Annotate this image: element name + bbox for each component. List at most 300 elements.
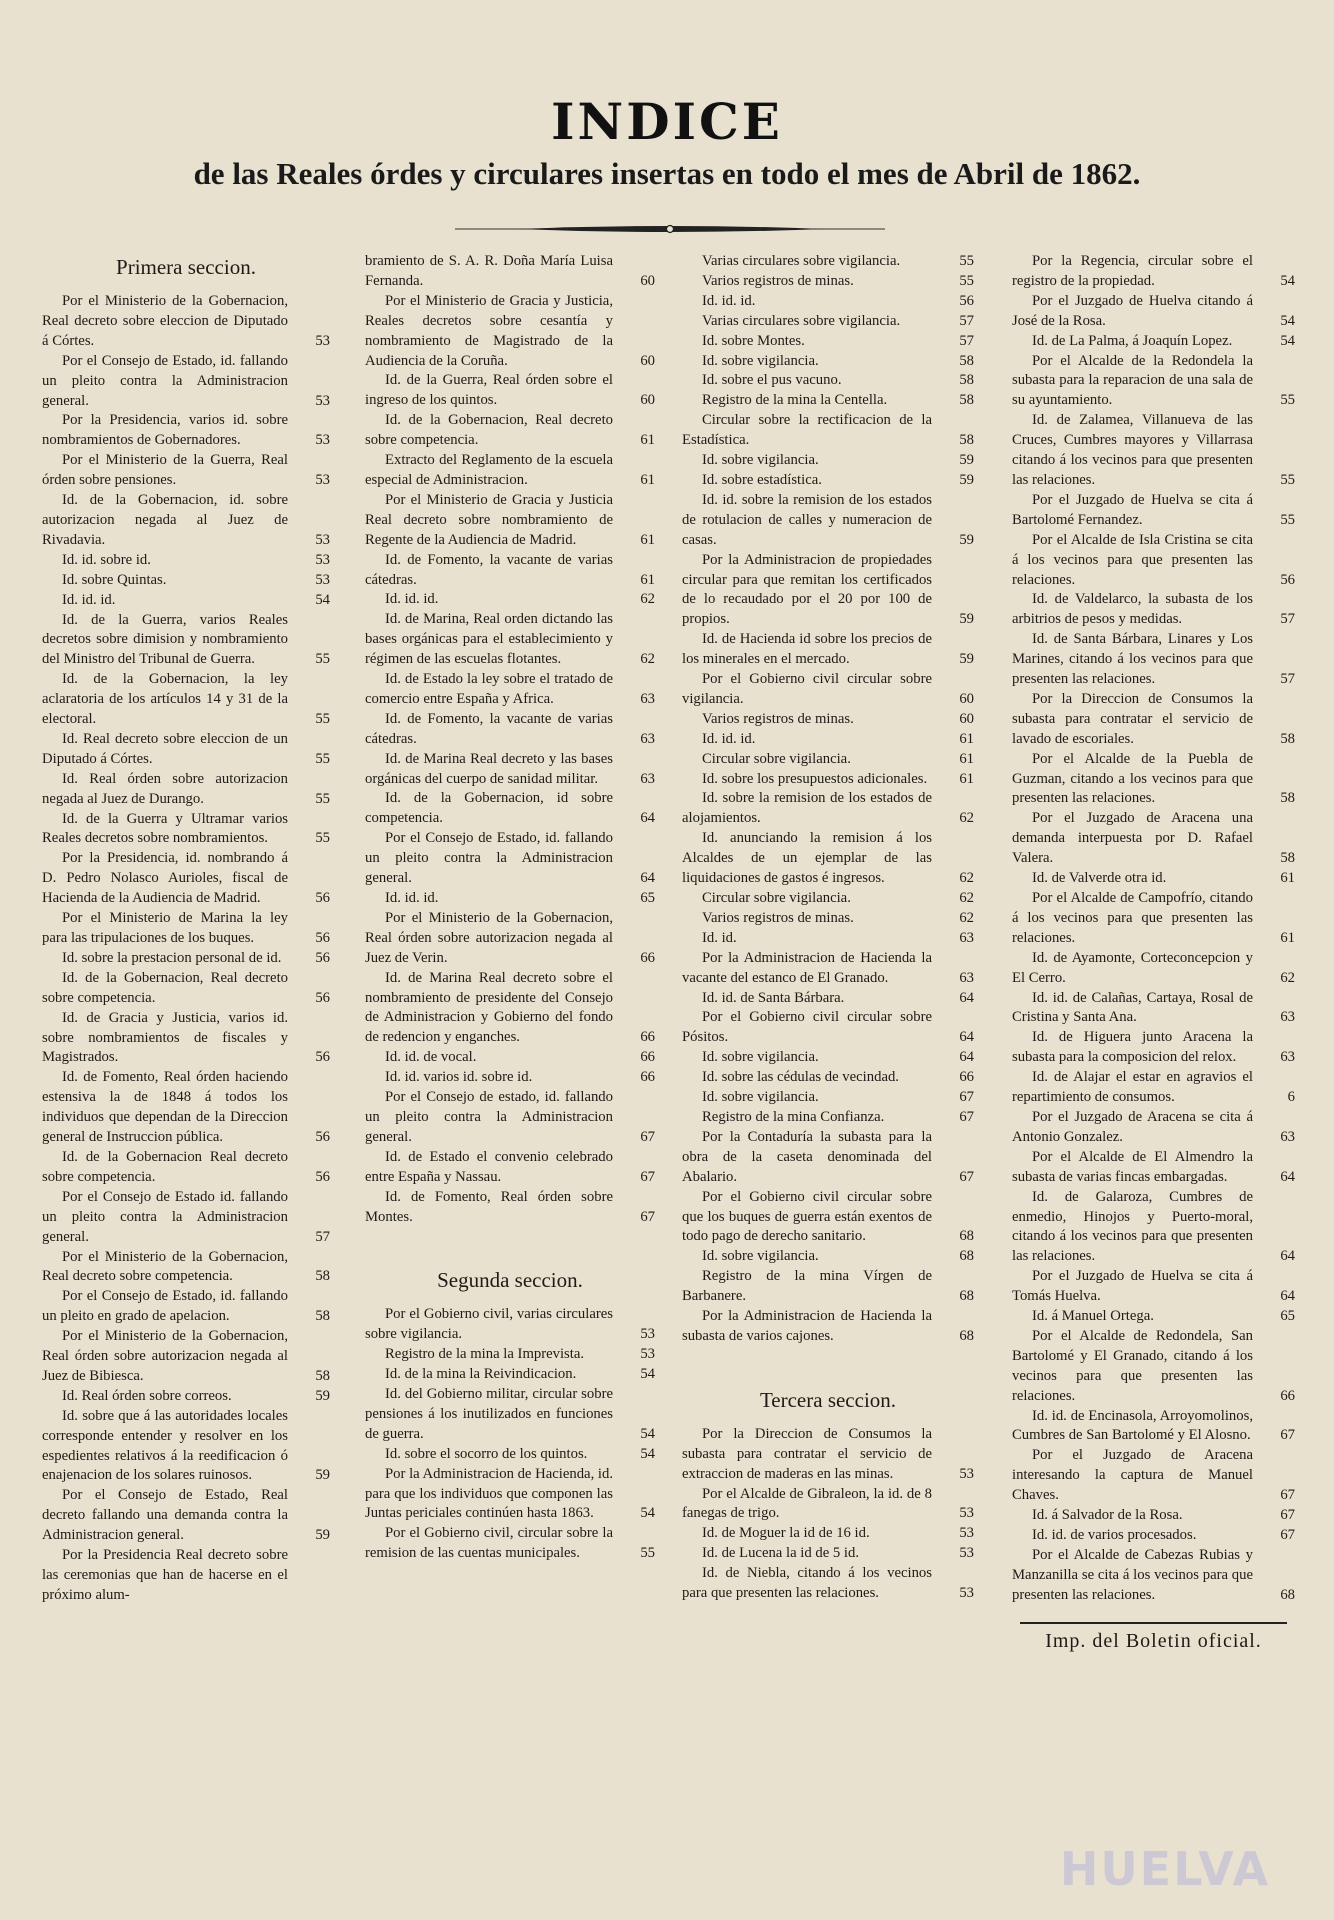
index-entry	[42, 969, 330, 1009]
entry-text: Id. de La Palma, á Joaquín Lopez.	[1032, 332, 1233, 349]
page-number: 67	[959, 1089, 974, 1106]
page-number: 64	[640, 870, 655, 887]
index-entry	[1012, 1307, 1295, 1327]
index-entry	[682, 1544, 974, 1564]
index-entry	[365, 1068, 655, 1088]
index-entry	[365, 551, 655, 591]
entry-text: Por el Ministerio de la Gobernacion, Real órden sobre autorizacion negada al Juez de Bibiesca.	[42, 1328, 288, 1384]
page-number: 61	[1280, 929, 1295, 946]
index-entry	[42, 611, 330, 671]
page-number: 59	[959, 531, 974, 548]
entry-text: Por la Presidencia, varios id. sobre nombramientos de Gobernadores.	[42, 412, 288, 449]
page-number: 66	[640, 1069, 655, 1086]
page-number: 64	[640, 810, 655, 827]
entry-text: Id. de Lucena la id de 5 id.	[702, 1545, 860, 1562]
entry-text: Por la Regencia, circular sobre el registro de la propiedad.	[1012, 253, 1253, 289]
entry-text: Id. sobre la remision de los estados de alojamientos.	[682, 790, 932, 827]
page-number: 60	[959, 690, 974, 707]
index-entry	[682, 1267, 974, 1307]
page-number: 64	[1280, 1168, 1295, 1185]
entry-list	[682, 1425, 974, 1604]
entry-list	[1012, 252, 1295, 1606]
entry-text: Id. de la Guerra, Real órden sobre el ingreso de los quintos.	[365, 372, 613, 409]
page-number: 62	[959, 909, 974, 926]
index-entry	[42, 1148, 330, 1188]
entry-text: Id. id. id.	[385, 890, 439, 906]
index-entry	[365, 969, 655, 1049]
page-number: 59	[959, 452, 974, 469]
entry-text: Id. id. de vocal.	[385, 1049, 477, 1066]
index-entry	[682, 1088, 974, 1108]
index-entry	[42, 1546, 330, 1606]
index-entry	[682, 312, 974, 332]
page-number: 63	[959, 969, 974, 986]
entry-text: Id. sobre estadística.	[702, 471, 822, 488]
index-entry	[42, 352, 330, 412]
page-number: 56	[315, 930, 330, 946]
page-number: 53	[959, 1505, 974, 1522]
page-number: 56	[315, 1168, 330, 1185]
page-number: 63	[1280, 1049, 1295, 1066]
page-number: 62	[1280, 969, 1295, 986]
index-entry	[365, 610, 655, 670]
index-entry	[1012, 1446, 1295, 1506]
page-number: 58	[959, 372, 974, 389]
index-entry	[1012, 1526, 1295, 1546]
page-number: 53	[315, 531, 330, 548]
entry-text: Id. de Marina Real decreto y las bases orgánicas del cuerpo de sanidad militar.	[365, 750, 613, 787]
entry-text: Id. de la Gobernacion Real decreto sobre competencia.	[42, 1148, 288, 1185]
section-heading-segunda: Segunda seccion.	[437, 1268, 583, 1293]
section-heading-primera: Primera seccion.	[116, 255, 256, 279]
index-entry	[682, 272, 974, 292]
index-entry	[1012, 332, 1295, 352]
page-number: 67	[640, 1208, 655, 1225]
index-entry	[42, 1188, 330, 1248]
entry-text: Por el Consejo de Estado, id. fallando un pleito contra la Administracion general.	[42, 352, 288, 409]
entry-text: Id. de Gracia y Justicia, varios id. sobre nombramientos de fiscales y Magistrados.	[42, 1009, 288, 1066]
entry-text: Por el Gobierno civil, varias circulares sobre vigilancia.	[365, 1306, 613, 1343]
index-entry	[682, 352, 974, 372]
entry-text: Por el Alcalde de Campofrío, citando á los vecinos para que presenten las relaciones.	[1012, 890, 1253, 946]
index-entry	[365, 371, 655, 411]
page-number: 67	[640, 1128, 655, 1145]
entry-text: Por la Administracion de propiedades circular para que remitan los certificados de lo recaudado por el 20 por 100 de propios.	[682, 551, 932, 628]
entry-text: Por el Juzgado de Huelva citando á José de la Rosa.	[1012, 292, 1253, 329]
page-number: 65	[1280, 1308, 1295, 1325]
page-number: 59	[315, 1387, 330, 1404]
entry-text: Id. sobre el pus vacuno.	[702, 372, 842, 389]
index-entry	[365, 1385, 655, 1445]
index-entry	[1012, 750, 1295, 810]
entry-text: Registro de la mina Confianza.	[702, 1108, 885, 1125]
entry-text: Id. id. id.	[702, 292, 756, 309]
entry-text: Id. id.	[702, 929, 737, 946]
entry-text: Por el Ministerio de Gracia y Justicia Real decreto sobre nombramiento de Regente de la Audiencia de Madrid.	[365, 491, 613, 548]
page-number: 59	[315, 1467, 330, 1484]
page-number: 54	[1280, 312, 1295, 329]
page-number: 55	[315, 651, 330, 668]
entry-text: Por la Administracion de Hacienda la subasta de varios cajones.	[682, 1308, 932, 1344]
page-number: 56	[959, 292, 974, 309]
page-number: 57	[959, 312, 974, 329]
entry-text: Varios registros de minas.	[702, 272, 854, 289]
entry-text: Id. de Santa Bárbara, Linares y Los Marines, citando á los vecinos para que presenten las relaciones.	[1012, 631, 1253, 688]
index-entry	[682, 1188, 974, 1248]
page-number: 67	[1280, 1487, 1295, 1504]
entry-text: Id. de Ayamonte, Corteconcepcion y El Cerro.	[1012, 949, 1253, 986]
index-entry	[365, 1305, 655, 1345]
index-entry	[682, 252, 974, 272]
entry-text: Por el Alcalde de Isla Cristina se cita á los vecinos para que presenten las relaciones.	[1012, 531, 1253, 588]
index-entry	[1012, 1148, 1295, 1188]
entry-text: Id. de Valverde otra id.	[1032, 870, 1167, 887]
entry-text: Por el Gobierno civil circular sobre vigilancia.	[682, 671, 932, 707]
entry-text: Id. de la Guerra y Ultramar varios Reales decretos sobre nombramientos.	[42, 810, 288, 847]
entry-text: Por el Alcalde de Gibraleon, la id. de 8 fanegas de trigo.	[682, 1485, 932, 1522]
index-entry	[365, 451, 655, 491]
page-number: 61	[959, 730, 974, 747]
page-number: 67	[1280, 1527, 1295, 1543]
page-number: 62	[959, 890, 974, 906]
index-entry	[682, 1307, 974, 1347]
index-entry	[42, 571, 330, 591]
entry-text: Por la Presidencia Real decreto sobre las ceremonias que han de hacerse en el próximo alum-	[42, 1547, 288, 1603]
page-number: 63	[640, 730, 655, 747]
entry-text: Id. sobre los presupuestos adicionales.	[702, 770, 928, 787]
index-entry	[682, 949, 974, 989]
entry-text: Por el Juzgado de Huelva se cita á Bartolomé Fernandez.	[1012, 491, 1253, 528]
entry-list	[365, 1305, 655, 1564]
page-number: 58	[959, 432, 974, 449]
index-entry	[682, 889, 974, 909]
index-entry	[682, 292, 974, 312]
entry-text: Por el Juzgado de Aracena una demanda interpuesta por D. Rafael Valera.	[1012, 810, 1253, 867]
entry-text: Circular sobre la rectificacion de la Estadística.	[682, 412, 932, 449]
entry-text: Por el Ministerio de la Gobernacion, Real órden sobre autorizacion negada al Juez de Verin.	[365, 909, 613, 966]
entry-text: Id. sobre vigilancia.	[702, 352, 819, 369]
page-number: 57	[315, 1228, 330, 1245]
entry-text: Por el Ministerio de la Gobernacion, Real decreto sobre competencia.	[42, 1248, 288, 1285]
entry-text: Id. Real órden sobre correos.	[62, 1387, 232, 1404]
entry-text: Por el Alcalde de la Puebla de Guzman, citando a los vecinos para que presenten las relaciones.	[1012, 750, 1253, 807]
page-number: 64	[1280, 1248, 1295, 1265]
index-entry	[365, 909, 655, 969]
entry-text: Por la Direccion de Consumos la subasta para contratar el servicio de lavado de escoriales.	[1012, 690, 1253, 747]
entry-text: Por el Consejo de Estado, Real decreto fallando una demanda contra la Administracion general.	[42, 1487, 288, 1544]
entry-text: Id. de Marina Real decreto sobre el nombramiento de presidente del Consejo de Administracion y Gobierno del fondo de redencion y enganches.	[365, 969, 613, 1046]
entry-text: Id. de Hacienda id sobre los precios de los minerales en el mercado.	[682, 631, 932, 668]
page-number: 63	[1280, 1009, 1295, 1026]
entry-text: Id. de Moguer la id de 16 id.	[702, 1525, 870, 1542]
entry-text: Por la Presidencia, id. nombrando á D. Pedro Nolasco Aurioles, fiscal de Hacienda de la Audiencia de Madrid.	[42, 850, 288, 907]
page-number: 56	[315, 949, 330, 966]
index-entry	[1012, 252, 1295, 292]
entry-text: Id. de Fomento, la vacante de varias cátedras.	[365, 710, 613, 747]
page-number: 63	[640, 690, 655, 707]
entry-text: Varios registros de minas.	[702, 909, 854, 926]
page-number: 68	[959, 1327, 974, 1344]
index-entry	[1012, 292, 1295, 332]
entry-text: Circular sobre vigilancia.	[702, 890, 851, 906]
page-number: 55	[1280, 511, 1295, 528]
index-entry	[365, 889, 655, 909]
page-number: 55	[315, 750, 330, 767]
page-number: 68	[959, 1228, 974, 1245]
entry-text: Id. de Estado el convenio celebrado entre España y Nassau.	[365, 1148, 613, 1185]
entry-text: Id. de Estado la ley sobre el tratado de comercio entre España y Africa.	[365, 671, 613, 707]
index-entry	[42, 451, 330, 491]
page-number: 55	[315, 830, 330, 847]
index-entry	[1012, 949, 1295, 989]
entry-text: Varias circulares sobre vigilancia.	[702, 253, 901, 269]
column-2	[365, 252, 655, 1564]
entry-text: Id. sobre vigilancia.	[702, 1089, 819, 1106]
index-entry	[1012, 989, 1295, 1029]
entry-text: Id. sobre el socorro de los quintos.	[385, 1445, 588, 1462]
index-entry	[365, 750, 655, 790]
page-number: 65	[640, 890, 655, 906]
entry-text: Registro de la mina la Imprevista.	[385, 1346, 585, 1363]
index-entry	[682, 1008, 974, 1048]
index-entry	[1012, 1506, 1295, 1526]
entry-text: Varias circulares sobre vigilancia.	[702, 312, 901, 329]
entry-text: Por el Juzgado de Aracena se cita á Antonio Gonzalez.	[1012, 1108, 1253, 1145]
index-entry	[1012, 531, 1295, 591]
page-number: 59	[315, 1527, 330, 1544]
index-entry	[365, 1048, 655, 1068]
page-number: 56	[315, 1129, 330, 1146]
page-number: 67	[640, 1168, 655, 1185]
index-entry	[42, 551, 330, 571]
page-number: 53	[959, 1465, 974, 1482]
entry-text: Id. de Zalamea, Villanueva de las Cruces, Cumbres mayores y Villarrasa citando á los vecinos para que presenten las relaciones.	[1012, 412, 1253, 488]
page-number: 55	[315, 790, 330, 807]
page-number: 53	[315, 551, 330, 568]
page-number: 56	[315, 890, 330, 907]
entry-text: Por el Ministerio de la Gobernacion, Real decreto sobre eleccion de Diputado á Córtes.	[42, 293, 288, 349]
entry-text: Id. sobre vigilancia.	[702, 452, 819, 469]
index-entry	[1012, 491, 1295, 531]
entry-text: Registro de la mina Vírgen de Barbanere.	[682, 1268, 932, 1305]
page-number: 55	[315, 711, 330, 728]
index-entry	[1012, 889, 1295, 949]
page-number: 63	[640, 770, 655, 787]
page-number: 54	[1280, 272, 1295, 289]
index-entry	[42, 1009, 330, 1069]
page-number: 58	[1280, 850, 1295, 867]
index-entry	[42, 670, 330, 730]
page-number: 55	[640, 1545, 655, 1562]
page-number: 67	[1280, 1507, 1295, 1524]
index-entry	[682, 1485, 974, 1525]
column-4	[1012, 252, 1295, 1652]
index-entry	[42, 411, 330, 451]
entry-text: Id. sobre Montes.	[702, 332, 805, 349]
index-entry	[1012, 590, 1295, 630]
page-number: 53	[315, 432, 330, 449]
entry-text: Circular sobre vigilancia.	[702, 750, 851, 767]
entry-text: Por el Juzgado de Huelva se cita á Tomás Huelva.	[1012, 1268, 1253, 1305]
page-number: 61	[1280, 870, 1295, 887]
entry-text: Por el Consejo de Estado, id. fallando un pleito contra la Administracion general.	[365, 830, 613, 887]
entry-text: Id. id. de Encinasola, Arroyomolinos, Cumbres de San Bartolomé y El Alosno.	[1012, 1407, 1253, 1444]
page-number: 54	[640, 1425, 655, 1442]
entry-text: Id. Real órden sobre autorizacion negada al Juez de Durango.	[42, 770, 288, 807]
entry-text: Id. á Salvador de la Rosa.	[1032, 1507, 1183, 1524]
imprint-line: Imp. del Boletin oficial.	[1045, 1629, 1262, 1652]
index-entry	[42, 591, 330, 611]
index-entry	[365, 789, 655, 829]
page-number: 62	[959, 810, 974, 827]
entry-text: Id. de la Guerra, varios Reales decretos sobre dimision y nombramiento del Ministro del Tribunal de Guerra.	[42, 611, 288, 668]
entry-text: Id. sobre las cédulas de vecindad.	[702, 1069, 899, 1086]
page-number: 55	[959, 253, 974, 269]
index-entry	[1012, 869, 1295, 889]
page-number: 61	[640, 471, 655, 488]
index-entry	[42, 849, 330, 909]
page-number: 61	[640, 432, 655, 449]
index-entry	[365, 1148, 655, 1188]
index-entry	[682, 451, 974, 471]
page-number: 68	[959, 1288, 974, 1305]
entry-text: Id. sobre vigilancia.	[702, 1248, 819, 1265]
column-1	[42, 252, 330, 1606]
index-entry	[682, 1108, 974, 1128]
page-number: 62	[640, 591, 655, 608]
index-entry	[42, 1068, 330, 1148]
index-entry	[1012, 809, 1295, 869]
entry-text: Id. id. id.	[385, 591, 439, 608]
page-number: 67	[959, 1108, 974, 1125]
page-number: 61	[640, 571, 655, 588]
entry-text: Por el Juzgado de Aracena interesando la captura de Manuel Chaves.	[1012, 1447, 1253, 1504]
page-number: 60	[640, 352, 655, 369]
index-entry	[42, 1486, 330, 1546]
index-entry	[1012, 352, 1295, 412]
entry-text: Id. de Marina, Real orden dictando las bases orgánicas para el establecimiento y régimen de las escuelas flotantes.	[365, 611, 613, 668]
entry-text: Id. sobre que á las autoridades locales corresponde entender y resolver en los espedientes relativos á la reedificacion ó enajenacion de los solares ruinosos.	[42, 1407, 288, 1484]
page-number: 56	[1280, 571, 1295, 588]
page-number: 68	[1280, 1586, 1295, 1603]
page-number: 63	[959, 929, 974, 946]
index-entry	[365, 1524, 655, 1564]
entry-text: Por el Ministerio de Gracia y Justicia, Reales decretos sobre cesantía y nombramiento de Magistrado de la Audiencia de la Coruña.	[365, 292, 613, 369]
index-entry	[365, 1365, 655, 1385]
entry-text: Por el Consejo de Estado id. fallando un pleito contra la Administracion general.	[42, 1188, 288, 1245]
entry-text: Id. del Gobierno militar, circular sobre pensiones á los inutilizados en funciones de guerra.	[365, 1386, 613, 1442]
entry-text: Por el Consejo de Estado, id. fallando un pleito en grado de apelacion.	[42, 1288, 288, 1325]
index-entry	[365, 292, 655, 372]
index-entry	[365, 829, 655, 889]
entry-text: Por el Gobierno civil circular sobre Pósitos.	[682, 1009, 932, 1046]
page-number: 53	[315, 392, 330, 409]
entry-text: Id. de Valdelarco, la subasta de los arbitrios de pesos y medidas.	[1012, 591, 1253, 628]
index-entry	[682, 1048, 974, 1068]
index-entry	[1012, 1108, 1295, 1148]
page-number: 58	[315, 1268, 330, 1285]
entry-text: Id. id. sobre id.	[62, 551, 151, 568]
page-number: 53	[315, 571, 330, 588]
page-number: 59	[959, 611, 974, 628]
archive-watermark: HUELVA	[1059, 1842, 1271, 1896]
page-number: 66	[1280, 1387, 1295, 1404]
index-entry	[1012, 1028, 1295, 1068]
entry-text: Id. á Manuel Ortega.	[1032, 1308, 1154, 1325]
page-number: 56	[315, 1049, 330, 1066]
page-number: 53	[315, 472, 330, 489]
entry-text: Id. de Fomento, Real órden sobre Montes.	[365, 1188, 613, 1225]
index-entry	[682, 789, 974, 829]
index-entry	[682, 909, 974, 929]
index-entry	[682, 332, 974, 352]
index-entry	[365, 1188, 655, 1228]
page-number: 67	[1280, 1427, 1295, 1444]
entry-text: Id. de Niebla, citando á los vecinos para que presenten las relaciones.	[682, 1565, 932, 1602]
entry-text: bramiento de S. A. R. Doña María Luisa Fernanda.	[365, 253, 613, 289]
page-number: 66	[640, 1029, 655, 1046]
index-entry	[365, 1465, 655, 1525]
index-entry	[365, 491, 655, 551]
index-entry	[365, 710, 655, 750]
index-entry	[682, 770, 974, 790]
page-number: 58	[1280, 790, 1295, 807]
section-heading-tercera: Tercera seccion.	[759, 1387, 897, 1412]
entry-text: Id. id. de Santa Bárbara.	[702, 989, 845, 1006]
entry-text: Por el Alcalde de Cabezas Rubias y Manzanilla se cita á los vecinos para que presenten las relaciones.	[1012, 1546, 1253, 1603]
page-number: 54	[1280, 332, 1295, 349]
entry-text: Id. de la Gobernacion, Real decreto sobre competencia.	[42, 969, 288, 1006]
entry-text: Id. Real decreto sobre eleccion de un Diputado á Córtes.	[42, 730, 288, 767]
page-number: 61	[640, 531, 655, 548]
index-entry	[1012, 690, 1295, 750]
index-entry	[365, 252, 655, 292]
index-entry	[682, 1524, 974, 1544]
page-number: 64	[959, 1049, 974, 1066]
column-3	[682, 252, 974, 1604]
index-entry	[682, 471, 974, 491]
page-number: 57	[959, 332, 974, 349]
entry-text: Id. id. sobre la remision de los estados de rotulacion de calles y numeracion de casas.	[682, 491, 932, 548]
entry-text: Por el Alcalde de Redondela, San Bartolomé y El Granado, citando á los vecinos para que presenten las relaciones.	[1012, 1327, 1253, 1404]
page-number: 60	[640, 392, 655, 409]
page-number: 59	[959, 651, 974, 668]
index-entry	[682, 1425, 974, 1485]
index-entry	[1012, 630, 1295, 690]
page-subtitle: de las Reales órdes y circulares insertas en todo el mes de Abril de 1862.	[193, 156, 1141, 191]
index-entry	[682, 1068, 974, 1088]
page-title: INDICE	[551, 92, 783, 151]
index-entry	[1012, 1546, 1295, 1606]
page-number: 61	[959, 770, 974, 787]
entry-text: Por la Administracion de Hacienda la vacante del estanco de El Granado.	[682, 949, 932, 986]
index-entry	[1012, 1407, 1295, 1447]
entry-text: Id. de la Gobernacion, la ley aclaratoria de los artículos 14 y 31 de la electoral.	[42, 671, 288, 728]
entry-text: Id. de la Gobernacion, id. sobre autorizacion negada al Juez de Rivadavia.	[42, 492, 288, 548]
page-number: 64	[1280, 1288, 1295, 1305]
index-entry	[365, 590, 655, 610]
page-number: 55	[1280, 471, 1295, 488]
page-number: 62	[640, 651, 655, 668]
entry-text: Id. sobre vigilancia.	[702, 1049, 819, 1066]
index-entry	[682, 750, 974, 770]
index-entry	[682, 710, 974, 730]
page-number: 53	[640, 1346, 655, 1363]
index-entry	[1012, 1327, 1295, 1407]
page-number: 55	[1280, 392, 1295, 409]
entry-text: Por la Administracion de Hacienda, id. para que los individuos que componen las Juntas periciales continúen hasta 1863.	[365, 1465, 614, 1522]
entry-text: Id. de Fomento, la vacante de varias cátedras.	[365, 551, 613, 588]
